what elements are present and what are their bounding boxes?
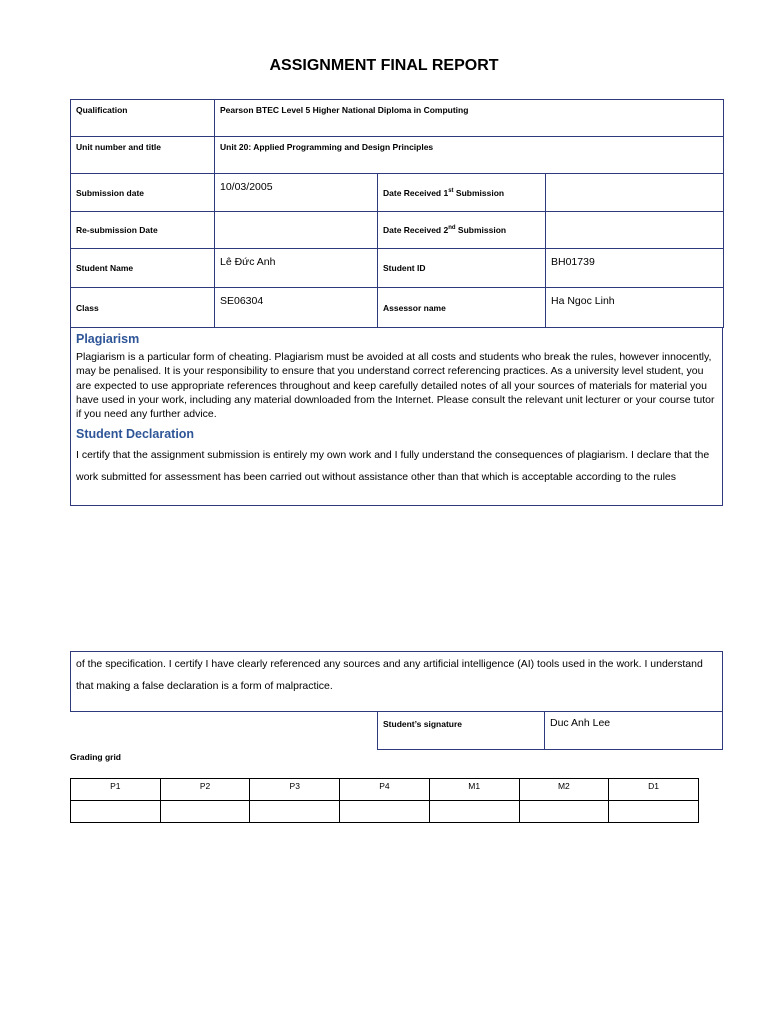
date-received-1-value [546, 174, 724, 212]
plagiarism-section [70, 328, 723, 506]
submission-date-value: 10/03/2005 [215, 174, 378, 212]
declaration-heading: Student Declaration [76, 427, 195, 442]
signature-label: Student’s signature [377, 711, 545, 750]
assessor-value: Ha Ngoc Linh [546, 288, 724, 328]
class-value: SE06304 [215, 288, 378, 328]
submission-info-table [70, 99, 724, 328]
declaration-text-part1: I certify that the assignment submission is entirely my own work and I fully understand the consequences of plagiarism. I declare that the work submitted for assessment has been carried out without assistance other than that which is acceptable according to the rules [76, 449, 710, 483]
grade-cell-d1[interactable] [609, 801, 699, 823]
grade-col-m2: M2 [519, 779, 609, 801]
date-received-1-label: Date Received 1st Submission [378, 174, 546, 212]
date-received-2-value [546, 212, 724, 249]
student-id-label: Student ID [378, 249, 546, 288]
grade-cell-p4[interactable] [340, 801, 430, 823]
grade-col-p4: P4 [340, 779, 430, 801]
unit-label: Unit number and title [71, 137, 215, 174]
student-name-label: Student Name [71, 249, 215, 288]
grade-col-d1: D1 [609, 779, 699, 801]
submission-date-label: Submission date [71, 174, 215, 212]
grade-cell-p3[interactable] [250, 801, 340, 823]
unit-value: Unit 20: Applied Programming and Design Principles [215, 137, 724, 174]
grade-cell-m1[interactable] [429, 801, 519, 823]
qualification-label: Qualification [71, 100, 215, 137]
assessor-label: Assessor name [378, 288, 546, 328]
grade-col-p3: P3 [250, 779, 340, 801]
grading-grid [70, 778, 699, 823]
student-id-value: BH01739 [546, 249, 724, 288]
date-received-2-label: Date Received 2nd Submission [378, 212, 546, 249]
qualification-value: Pearson BTEC Level 5 Higher National Diploma in Computing [215, 100, 724, 137]
plagiarism-text: Plagiarism is a particular form of cheating. Plagiarism must be avoided at all costs and students who break the rules, however innocently, may be penalised. It is your responsibility to ensure that you understand correct referencing practices. As a university level student, you are expected to use appropriate references throughout and keep carefully detailed notes of all your sources of materials for material you have used in your work, including any material downloaded from the Internet. Please consult the relevant unit lecturer or your course tutor if you need any further advice. [76, 351, 715, 421]
class-label: Class [71, 288, 215, 328]
grade-col-p1: P1 [71, 779, 161, 801]
resubmission-date-value [215, 212, 378, 249]
plagiarism-heading: Plagiarism [76, 332, 140, 346]
resubmission-date-label: Re-submission Date [71, 212, 215, 249]
signature-value: Duc Anh Lee [544, 711, 723, 750]
declaration-text-part2: of the specification. I certify I have clearly referenced any sources and any artificial intelligence (AI) tools used in the work. I understand that making a false declaration is a form of malpractice. [76, 658, 703, 692]
page-title: ASSIGNMENT FINAL REPORT [269, 57, 499, 74]
grade-cell-m2[interactable] [519, 801, 609, 823]
grade-cell-p2[interactable] [160, 801, 250, 823]
declaration-continued [70, 651, 723, 712]
student-name-value: Lê Đức Anh [215, 249, 378, 288]
grading-grid-title: Grading grid [70, 752, 121, 762]
grade-col-m1: M1 [429, 779, 519, 801]
grade-col-p2: P2 [160, 779, 250, 801]
grade-cell-p1[interactable] [71, 801, 161, 823]
